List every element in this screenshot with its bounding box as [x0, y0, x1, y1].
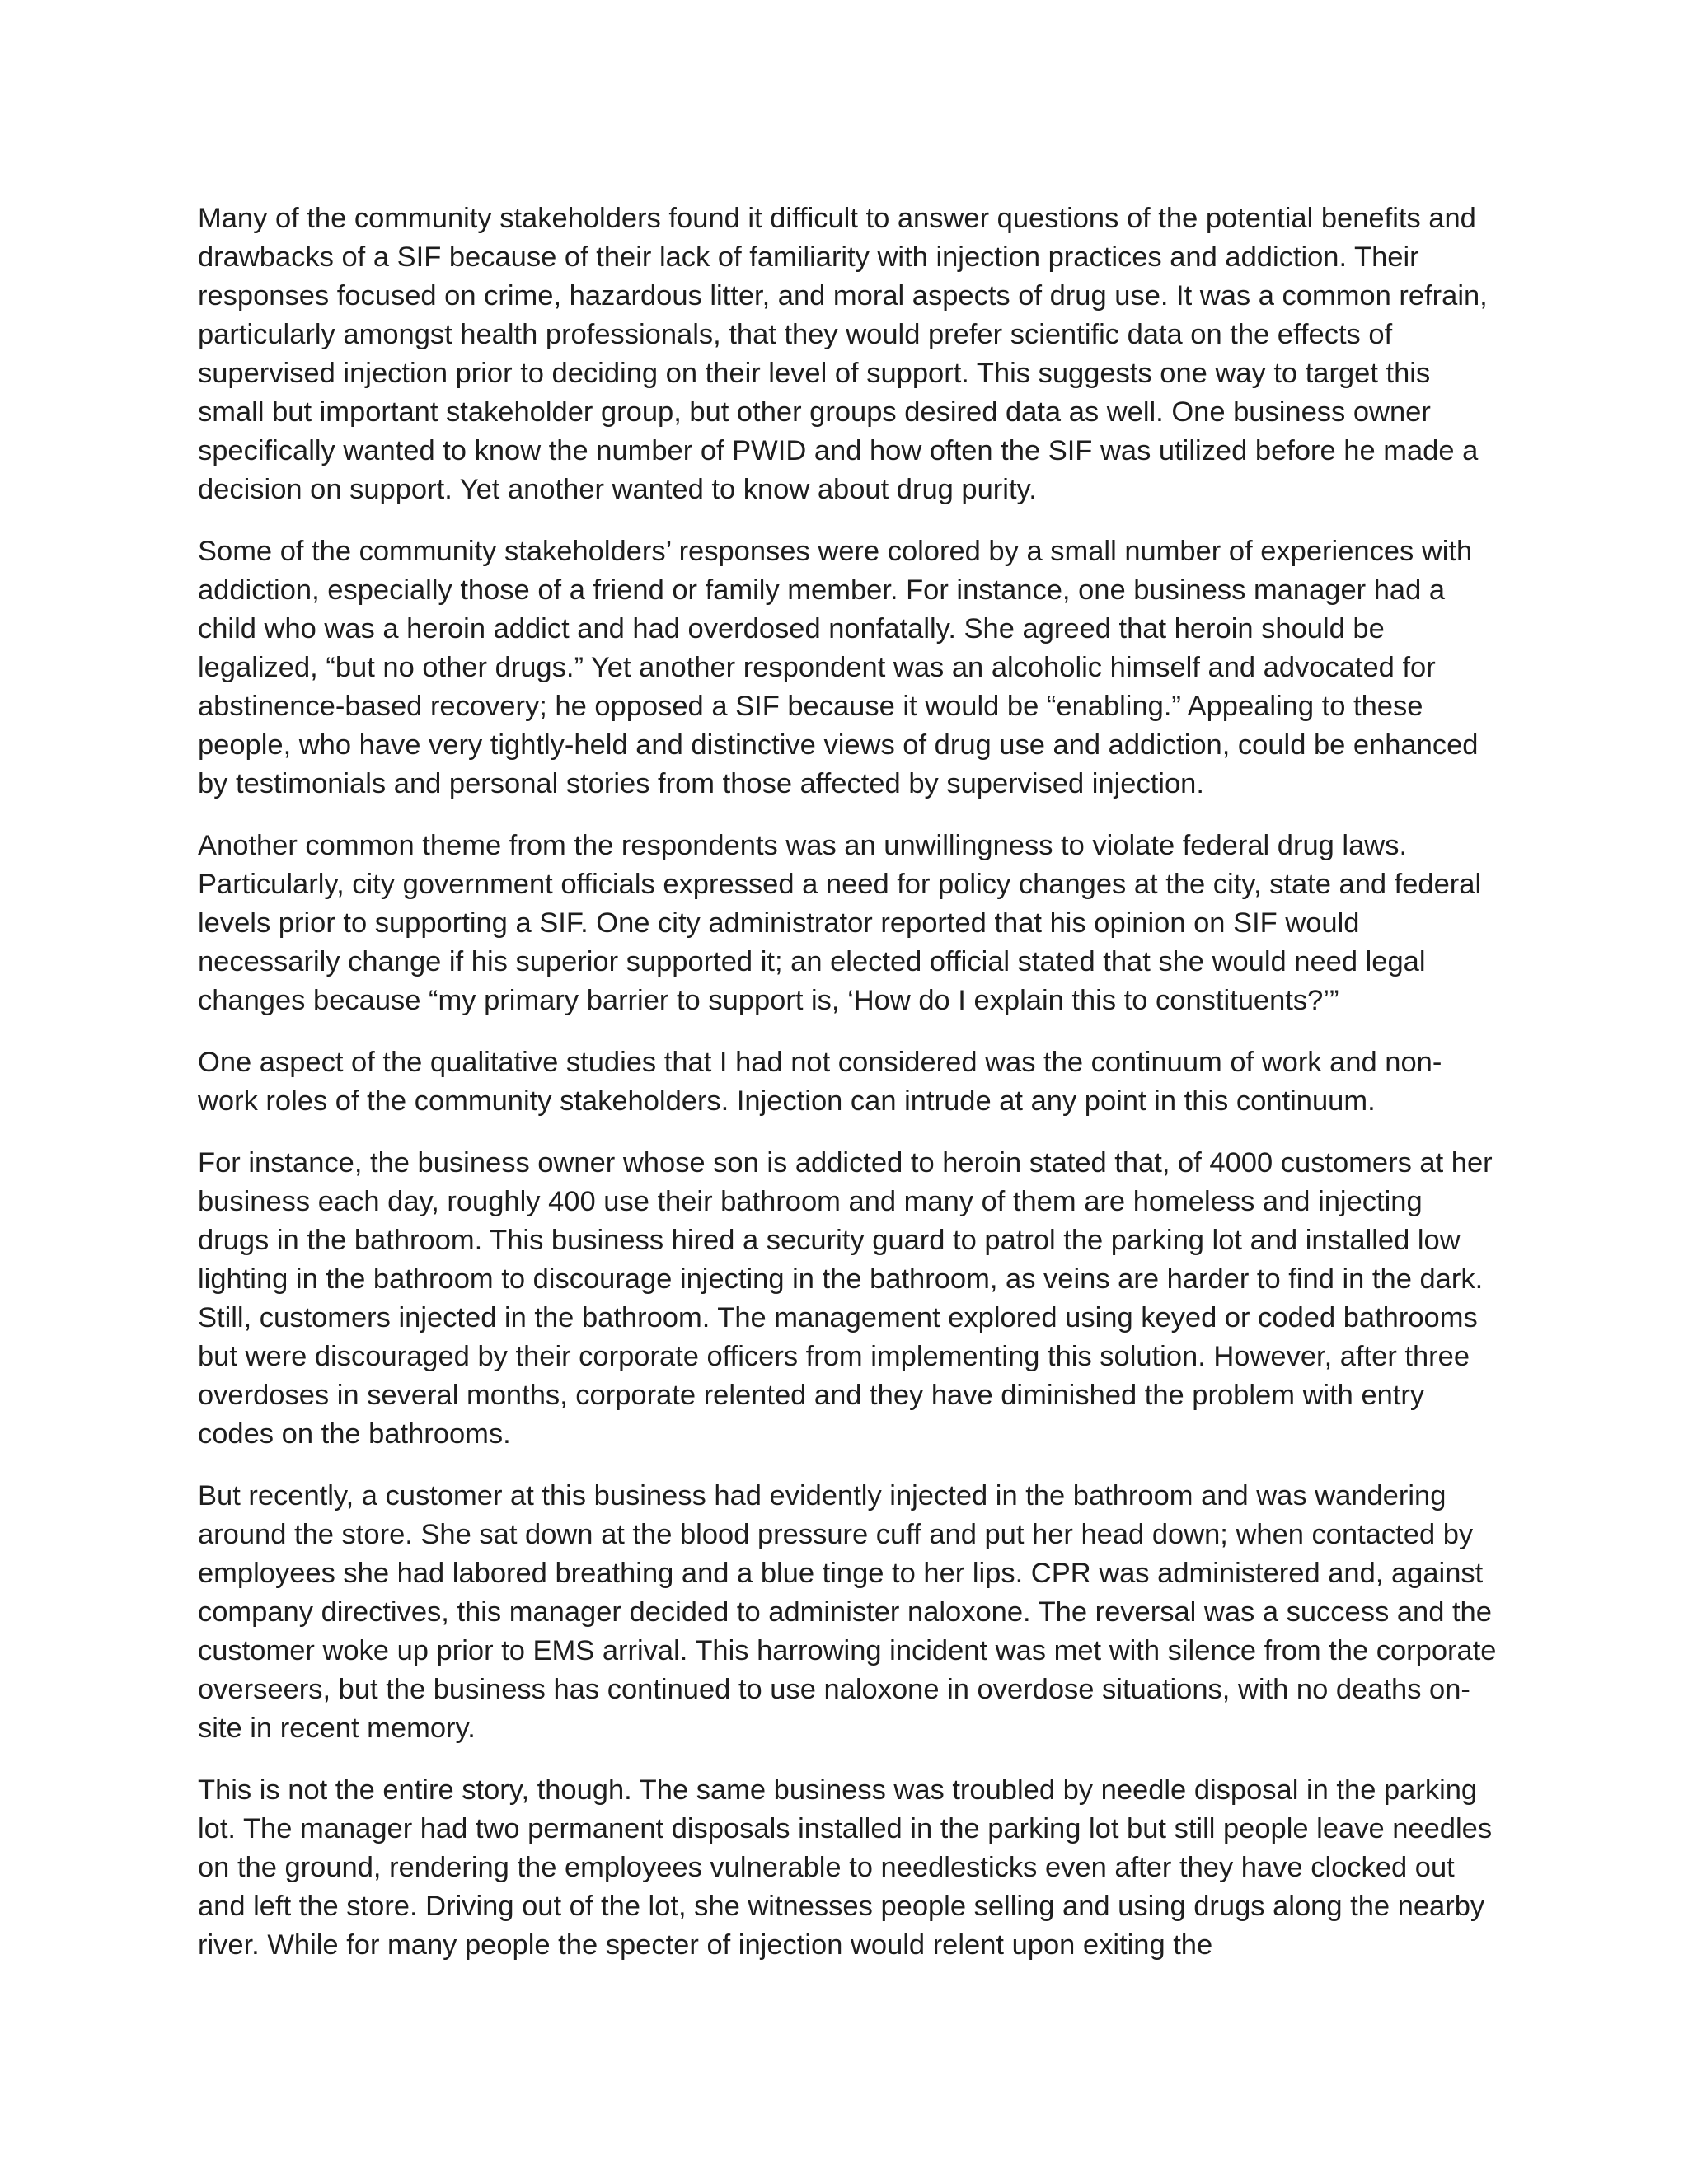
document-body [198, 199, 1500, 1988]
paragraph-2: Some of the community stakeholders’ responses were colored by a small number of experiences with addiction, especially those of a friend or family member. For instance, one business manager had a child who was a heroin addict and had overdosed nonfatally. She agreed that heroin should be legalized, “but no other drugs.” Yet another respondent was an alcoholic himself and advocated for abstinence-based recovery; he opposed a SIF because it would be “enabling.” Appealing to these people, who have very tightly-held and distinctive views of drug use and addiction, could be enhanced by testimonials and personal stories from those affected by supervised injection. [198, 536, 1479, 799]
paragraph-3: Another common theme from the respondents was an unwillingness to violate federal drug laws. Particularly, city government officials expressed a need for policy changes at the city, state and federal levels prior to supporting a SIF. One city administrator reported that his opinion on SIF would necessarily change if his superior supported it; an elected official stated that she would need legal changes because “my primary barrier to support is, ‘How do I explain this to constituents?’” [198, 830, 1482, 1016]
paragraph-6: But recently, a customer at this business had evidently injected in the bathroom and was wandering around the store. She sat down at the blood pressure cuff and put her head down; when contacted by employees she had labored breathing and a blue tinge to her lips. CPR was administered and, against company directives, this manager decided to administer naloxone. The reversal was a success and the customer woke up prior to EMS arrival. This harrowing incident was met with silence from the corporate overseers, but the business has continued to use naloxone in overdose situations, with no deaths on-site in recent memory. [198, 1480, 1497, 1744]
paragraph-4: One aspect of the qualitative studies that I had not considered was the continuum of work and non-work roles of the community stakeholders. Injection can intrude at any point in this continuum. [198, 1047, 1442, 1117]
paragraph-1: Many of the community stakeholders found it difficult to answer questions of the potential benefits and drawbacks of a SIF because of their lack of familiarity with injection practices and addiction. Their responses focused on crime, hazardous litter, and moral aspects of drug use. It was a common refrain, particularly amongst health professionals, that they would prefer scientific data on the effects of supervised injection prior to deciding on their level of support. This suggests one way to target this small but important stakeholder group, but other groups desired data as well. One business owner specifically wanted to know the number of PWID and how often the SIF was utilized before he made a decision on support. Yet another wanted to know about drug purity. [198, 203, 1488, 505]
paragraph-7: This is not the entire story, though. The same business was troubled by needle disposal in the parking lot. The manager had two permanent disposals installed in the parking lot but still people leave needles on the ground, rendering the employees vulnerable to needlesticks even after they have clocked out and left the store. Driving out of the lot, she witnesses people selling and using drugs along the nearby river. While for many people the specter of injection would relent upon exiting the [198, 1774, 1493, 1961]
paragraph-5: For instance, the business owner whose son is addicted to heroin stated that, of 4000 customers at her business each day, roughly 400 use their bathroom and many of them are homeless and injecting drugs in the bathroom. This business hired a security guard to patrol the parking lot and installed low lighting in the bathroom to discourage injecting in the bathroom, as veins are harder to find in the dark. Still, customers injected in the bathroom. The management explored using keyed or coded bathrooms but were discouraged by their corporate officers from implementing this solution. However, after three overdoses in several months, corporate relented and they have diminished the problem with entry codes on the bathrooms. [198, 1147, 1493, 1450]
